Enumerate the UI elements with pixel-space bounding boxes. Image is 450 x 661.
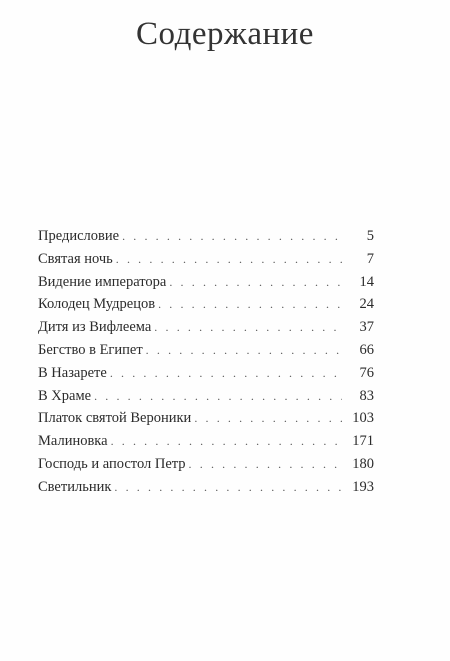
toc-entry-title: Платок святой Вероники (38, 410, 192, 427)
toc-entry-page: 83 (359, 387, 374, 404)
toc-entry-title: Светильник (38, 478, 112, 495)
toc-entry (38, 316, 374, 339)
toc-entry-title: Колодец Мудрецов (38, 296, 156, 313)
toc-entry-title: Предисловие (38, 228, 120, 244)
toc-entry-page: 171 (352, 433, 374, 450)
toc-entry (38, 362, 374, 385)
toc-entry-page: 24 (359, 296, 374, 313)
toc-entry-page: 103 (352, 410, 374, 427)
toc-entry-title: Видение императора (38, 273, 167, 290)
page-title: Содержание (136, 16, 314, 52)
toc-entry-page: 37 (359, 319, 374, 336)
toc-entry-title: Бегство в Египет (38, 341, 143, 358)
toc-entry-title: В Храме (38, 387, 92, 404)
dot-leader (154, 316, 342, 339)
table-of-contents (38, 225, 374, 499)
toc-entry-page: 76 (359, 364, 374, 381)
toc-entry (38, 271, 374, 294)
toc-entry-page: 7 (366, 250, 374, 267)
toc-entry-title: Святая ночь (38, 250, 113, 267)
toc-entry (38, 339, 374, 362)
toc-entry-page: 180 (352, 455, 374, 472)
toc-entry (38, 476, 374, 499)
toc-entry-page: 66 (359, 341, 374, 358)
toc-entry (38, 453, 374, 476)
toc-entry (38, 293, 374, 316)
dot-leader (114, 476, 342, 499)
dot-leader (158, 293, 342, 316)
toc-entry (38, 430, 374, 453)
toc-entry-title: Дитя из Вифлеема (38, 319, 152, 336)
toc-entry (38, 225, 374, 248)
toc-entry-title: Господь и апостол Петр (38, 455, 186, 472)
dot-leader (94, 385, 342, 408)
toc-entry-title: Малиновка (38, 433, 108, 450)
dot-leader (189, 453, 342, 476)
dot-leader (110, 362, 342, 385)
toc-entry-page: 193 (352, 478, 374, 495)
dot-leader (122, 225, 342, 248)
dot-leader (194, 407, 342, 430)
toc-entry (38, 248, 374, 271)
toc-entry-page: 14 (359, 273, 374, 290)
dot-leader (146, 339, 342, 362)
toc-entry (38, 407, 374, 430)
toc-entry (38, 385, 374, 408)
dot-leader (111, 430, 342, 453)
toc-entry-page: 5 (366, 228, 374, 244)
dot-leader (116, 248, 342, 271)
dot-leader (169, 271, 342, 294)
toc-entry-title: В Назарете (38, 364, 107, 381)
